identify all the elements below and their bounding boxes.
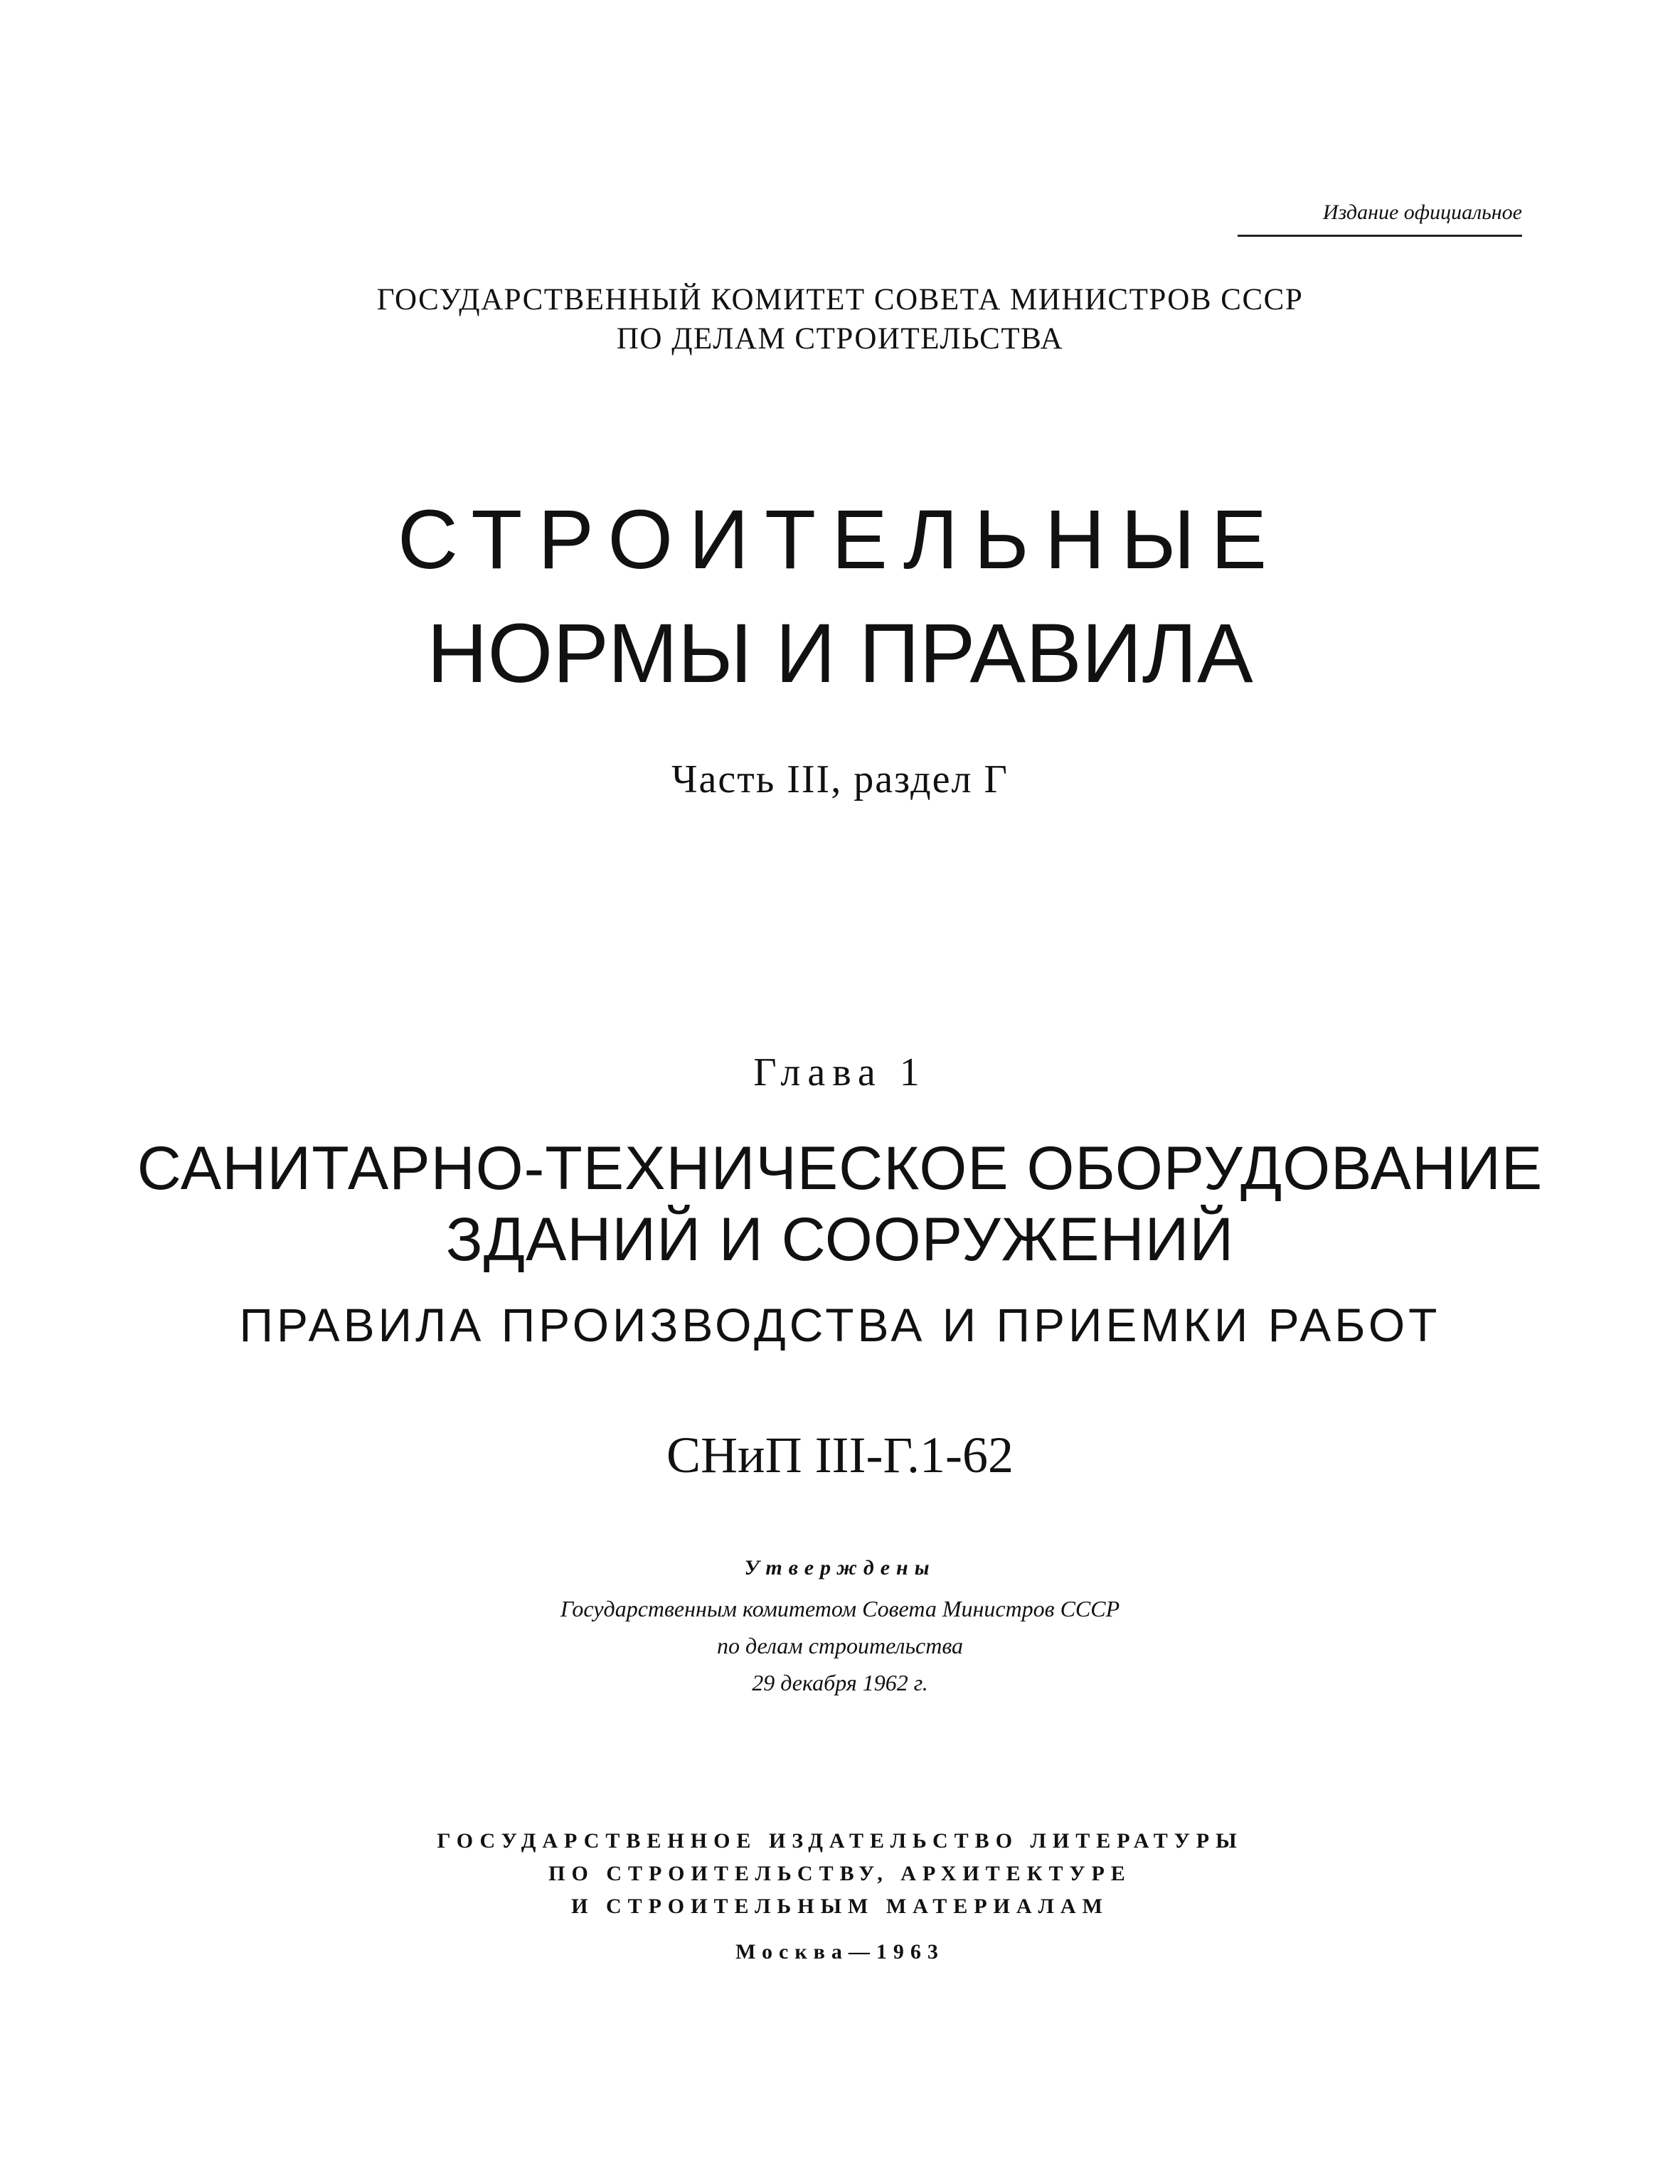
subject-line-1: САНИТАРНО-ТЕХНИЧЕСКОЕ ОБОРУДОВАНИЕ bbox=[137, 1134, 1543, 1203]
publication-city-year: Москва—1963 bbox=[735, 1940, 945, 1964]
publisher-line-1: ГОСУДАРСТВЕННОЕ ИЗДАТЕЛЬСТВО ЛИТЕРАТУРЫ bbox=[437, 1829, 1243, 1853]
document-code: СНиП III-Г.1-62 bbox=[666, 1427, 1014, 1483]
title-line-2: НОРМЫ И ПРАВИЛА bbox=[427, 607, 1253, 701]
approved-by-line-2: по делам строительства bbox=[716, 1633, 964, 1658]
publisher-line-2: ПО СТРОИТЕЛЬСТВУ, АРХИТЕКТУРЕ bbox=[548, 1862, 1132, 1885]
part-section: Часть III, раздел Г bbox=[671, 757, 1009, 801]
committee-line-1: ГОСУДАРСТВЕННЫЙ КОМИТЕТ СОВЕТА МИНИСТРОВ СССР bbox=[376, 283, 1304, 316]
rules-subtitle: ПРАВИЛА ПРОИЗВОДСТВА И ПРИЕМКИ РАБОТ bbox=[239, 1299, 1441, 1351]
committee-line-2: ПО ДЕЛАМ СТРОИТЕЛЬСТВА bbox=[616, 322, 1064, 356]
chapter-label: Глава 1 bbox=[753, 1050, 927, 1094]
approval-date: 29 декабря 1962 г. bbox=[752, 1670, 928, 1695]
approved-label: Утверждены bbox=[744, 1556, 936, 1580]
title-line-1: СТРОИТЕЛЬНЫЕ bbox=[397, 493, 1283, 587]
subject-line-2: ЗДАНИЙ И СООРУЖЕНИЙ bbox=[445, 1205, 1235, 1274]
publisher-line-3: И СТРОИТЕЛЬНЫМ МАТЕРИАЛАМ bbox=[571, 1895, 1109, 1918]
approved-by-line-1: Государственным комитетом Совета Министров СССР bbox=[560, 1596, 1120, 1621]
edition-note: Издание официальное bbox=[1238, 201, 1522, 237]
